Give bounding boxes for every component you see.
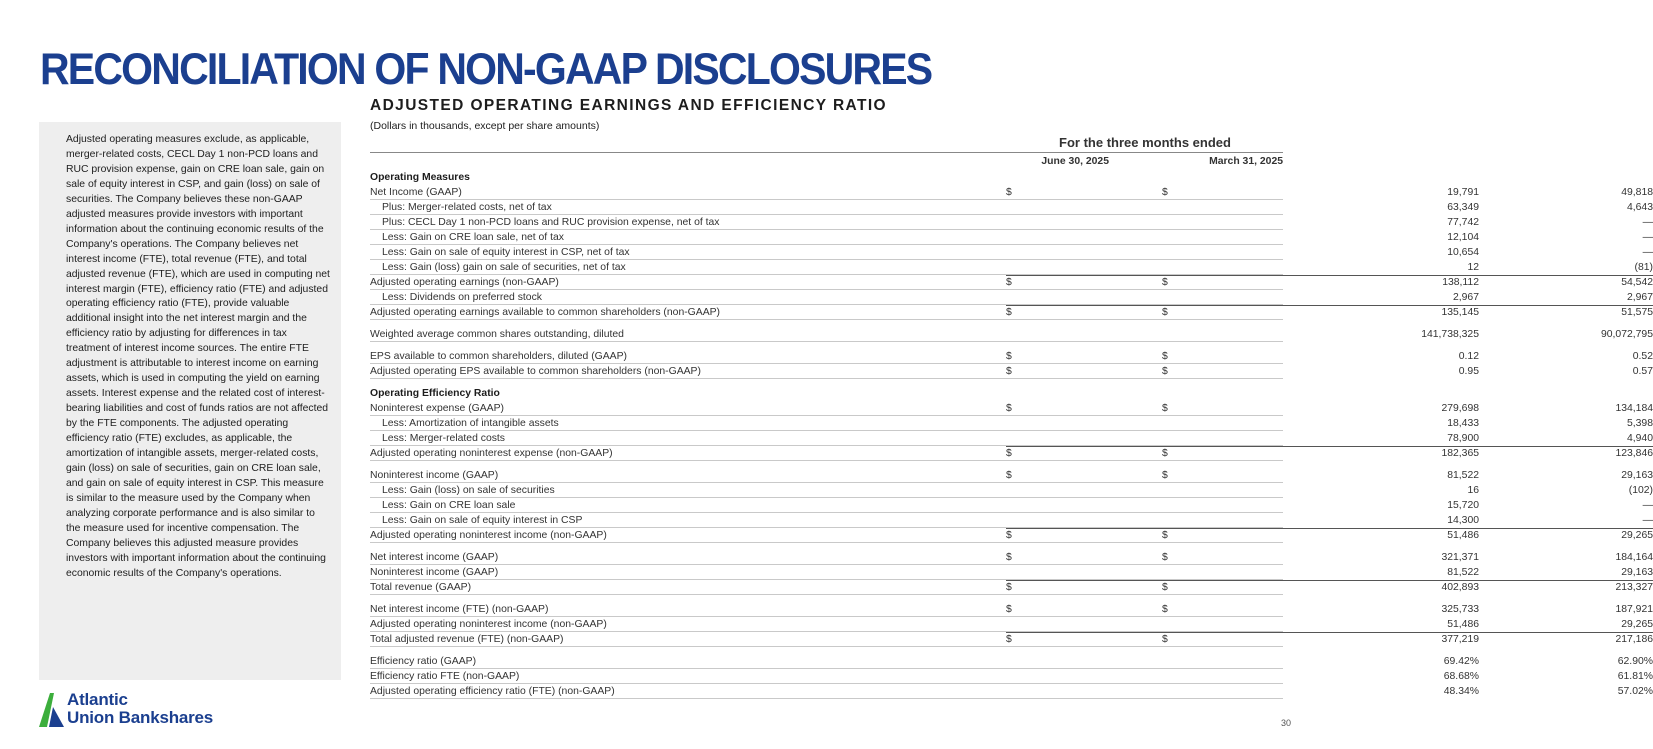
currency-symbol: $	[1006, 634, 1012, 645]
value-june-2025: 2,967	[1452, 292, 1479, 303]
value-march-2025: —	[1642, 515, 1653, 526]
value-june-2025: 68.68%	[1443, 671, 1479, 682]
value-june-2025: 81,522	[1447, 470, 1479, 481]
row-label: Less: Gain on CRE loan sale, net of tax	[382, 232, 564, 243]
value-march-2025: 62.90%	[1617, 656, 1653, 667]
currency-symbol: $	[1162, 187, 1168, 198]
value-march-2025: 134,184	[1615, 403, 1653, 414]
value-june-2025: 69.42%	[1443, 656, 1479, 667]
value-march-2025: —	[1642, 500, 1653, 511]
table-row	[370, 550, 1653, 565]
reconciliation-table	[370, 170, 1653, 699]
row-label: Noninterest expense (GAAP)	[370, 403, 504, 414]
value-june-2025: 377,219	[1441, 634, 1479, 645]
row-label: Adjusted operating efficiency ratio (FTE) (non-GAAP)	[370, 686, 615, 697]
header-divider	[370, 152, 1283, 153]
row-label: Less: Dividends on preferred stock	[382, 292, 542, 303]
value-march-2025: —	[1642, 217, 1653, 228]
currency-symbol: $	[1006, 187, 1012, 198]
table-row	[370, 617, 1653, 632]
value-march-2025: 29,265	[1621, 530, 1653, 541]
row-label: Less: Gain (loss) gain on sale of securities, net of tax	[382, 262, 626, 273]
currency-symbol: $	[1162, 552, 1168, 563]
currency-symbol: $	[1006, 530, 1012, 541]
value-march-2025: 0.57	[1632, 366, 1653, 377]
value-june-2025: 77,742	[1447, 217, 1479, 228]
table-row	[370, 364, 1653, 379]
value-march-2025: 213,327	[1615, 582, 1653, 593]
value-june-2025: 279,698	[1441, 403, 1479, 414]
row-label: Adjusted operating noninterest expense (non-GAAP)	[370, 448, 613, 459]
value-june-2025: 325,733	[1441, 604, 1479, 615]
value-march-2025: 29,163	[1621, 567, 1653, 578]
row-label: Noninterest income (GAAP)	[370, 470, 499, 481]
table-row	[370, 431, 1653, 446]
row-label: Adjusted operating earnings (non-GAAP)	[370, 277, 559, 288]
logo-line-2: Union Bankshares	[67, 708, 214, 727]
atlantic-union-logo-icon	[39, 693, 65, 727]
value-march-2025: —	[1642, 247, 1653, 258]
row-label: Adjusted operating EPS available to common shareholders (non-GAAP)	[370, 366, 701, 377]
row-label: Less: Gain on sale of equity interest in CSP, net of tax	[382, 247, 630, 258]
sidebar-note	[39, 122, 341, 680]
table-row	[370, 215, 1653, 230]
table-row	[370, 349, 1653, 364]
value-march-2025: 29,163	[1621, 470, 1653, 481]
value-june-2025: 138,112	[1442, 277, 1479, 288]
value-june-2025: 18,433	[1447, 418, 1479, 429]
value-march-2025: (102)	[1628, 485, 1653, 496]
row-label: EPS available to common shareholders, diluted (GAAP)	[370, 351, 628, 362]
currency-symbol: $	[1162, 634, 1168, 645]
table-row	[370, 401, 1653, 416]
value-june-2025: 12	[1467, 262, 1479, 273]
row-label: Less: Amortization of intangible assets	[382, 418, 559, 429]
value-march-2025: 2,967	[1626, 292, 1653, 303]
table-row	[370, 290, 1653, 305]
currency-symbol: $	[1006, 448, 1012, 459]
page-title: RECONCILIATION OF NON-GAAP DISCLOSURES	[40, 44, 932, 94]
table-row	[370, 275, 1653, 290]
currency-symbol: $	[1162, 366, 1168, 377]
table-row	[370, 185, 1653, 200]
table-section-heading	[370, 386, 1283, 401]
value-june-2025: 51,486	[1447, 619, 1479, 630]
value-march-2025: 187,921	[1615, 604, 1653, 615]
value-march-2025: 0.52	[1632, 351, 1653, 362]
row-label: Operating Efficiency Ratio	[370, 388, 500, 399]
table-row	[370, 602, 1653, 617]
value-march-2025: 51,575	[1621, 307, 1653, 318]
currency-symbol: $	[1162, 530, 1168, 541]
currency-symbol: $	[1006, 366, 1012, 377]
currency-symbol: $	[1006, 552, 1012, 563]
row-label: Less: Gain on CRE loan sale	[382, 500, 516, 511]
currency-symbol: $	[1006, 403, 1012, 414]
row-label: Efficiency ratio FTE (non-GAAP)	[370, 671, 520, 682]
table-row	[370, 327, 1653, 342]
table-title: ADJUSTED OPERATING EARNINGS AND EFFICIENCY RATIO	[370, 97, 888, 114]
table-subtitle: (Dollars in thousands, except per share amounts)	[370, 120, 600, 132]
value-march-2025: (81)	[1634, 262, 1653, 273]
period-heading: For the three months ended	[1059, 135, 1231, 150]
currency-symbol: $	[1006, 277, 1012, 288]
value-march-2025: —	[1642, 232, 1653, 243]
table-row	[370, 513, 1653, 528]
row-label: Plus: Merger-related costs, net of tax	[382, 202, 552, 213]
row-label: Total revenue (GAAP)	[370, 582, 472, 593]
row-label: Net interest income (GAAP)	[370, 552, 499, 563]
value-june-2025: 14,300	[1447, 515, 1479, 526]
row-label: Less: Merger-related costs	[382, 433, 506, 444]
value-june-2025: 78,900	[1447, 433, 1479, 444]
value-march-2025: 123,846	[1615, 448, 1653, 459]
value-march-2025: 29,265	[1621, 619, 1653, 630]
table-row	[370, 416, 1653, 431]
column-header-june-2025: June 30, 2025	[1041, 156, 1109, 167]
value-june-2025: 51,486	[1447, 530, 1479, 541]
currency-symbol: $	[1162, 448, 1168, 459]
value-june-2025: 15,720	[1447, 500, 1479, 511]
row-label: Noninterest income (GAAP)	[370, 567, 499, 578]
value-march-2025: 49,818	[1621, 187, 1653, 198]
currency-symbol: $	[1162, 351, 1168, 362]
page-number: 30	[1281, 718, 1292, 728]
table-row	[370, 200, 1653, 215]
row-label: Adjusted operating noninterest income (non-GAAP)	[370, 619, 607, 630]
row-label: Total adjusted revenue (FTE) (non-GAAP)	[370, 634, 564, 645]
table-section-heading	[370, 170, 1283, 185]
table-row	[370, 230, 1653, 245]
currency-symbol: $	[1006, 351, 1012, 362]
currency-symbol: $	[1006, 582, 1012, 593]
currency-symbol: $	[1162, 470, 1168, 481]
table-row	[370, 260, 1653, 275]
company-logo	[39, 691, 269, 731]
value-june-2025: 81,522	[1447, 567, 1479, 578]
logo-line-1: Atlantic	[67, 690, 128, 709]
value-march-2025: 61.81%	[1617, 671, 1653, 682]
table-row	[370, 528, 1653, 543]
value-june-2025: 48.34%	[1443, 686, 1479, 697]
table-row	[370, 483, 1653, 498]
currency-symbol: $	[1162, 277, 1168, 288]
currency-symbol: $	[1162, 403, 1168, 414]
table-row	[370, 632, 1653, 647]
value-june-2025: 135,145	[1441, 307, 1479, 318]
value-june-2025: 321,371	[1441, 552, 1479, 563]
row-label: Net Income (GAAP)	[370, 187, 462, 198]
value-march-2025: 184,164	[1615, 552, 1653, 563]
value-june-2025: 0.12	[1458, 351, 1479, 362]
value-june-2025: 19,791	[1447, 187, 1479, 198]
row-label: Less: Gain (loss) on sale of securities	[382, 485, 555, 496]
value-june-2025: 182,365	[1441, 448, 1479, 459]
row-label: Plus: CECL Day 1 non-PCD loans and RUC provision expense, net of tax	[382, 217, 720, 228]
value-june-2025: 141,738,325	[1421, 329, 1479, 340]
column-header-march-2025: March 31, 2025	[1209, 156, 1283, 167]
value-march-2025: 54,542	[1621, 277, 1653, 288]
table-row	[370, 669, 1653, 684]
currency-symbol: $	[1006, 604, 1012, 615]
sidebar-note-text: Adjusted operating measures exclude, as applicable, merger-related costs, CECL Day 1 non-PCD loans and RUC provision expense, gain on CRE loan sale, gain on sale of equity interest in CSP, and gain (loss) on sale of securities. The Company believes these non-GAAP adjusted measures provide investors with important information about the continuing economic results of the Company's operations. The Company believes net interest income (FTE), total revenue (FTE), and total adjusted revenue (FTE), which are used in computing net interest margin (FTE), efficiency ratio (FTE) and adjusted operating efficiency ratio (FTE), provide valuable additional insight into the net interest margin and the efficiency ratio by adjusting for differences in tax treatment of interest income sources. The entire FTE adjustment is attributable to interest income on earning assets, which is used in computing the yield on earning assets. Interest expense and the related cost of interest-bearing liabilities and cost of funds ratios are not affected by the FTE components. The adjusted operating efficiency ratio (FTE) excludes, as applicable, the amortization of intangible assets, merger-related costs, gain (loss) on sale of securities, gain on CRE loan sale, and gain on sale of equity interest in CSP. This measure is similar to the measure used by the Company when analyzing corporate performance and is also similar to the measure used for incentive compensation. The Company believes this adjusted measure provides investors with important information about the continuing economic results of the Company's operations.	[66, 134, 330, 579]
table-row	[370, 684, 1653, 699]
value-june-2025: 16	[1467, 485, 1479, 496]
value-june-2025: 12,104	[1447, 232, 1479, 243]
table-row	[370, 305, 1653, 320]
currency-symbol: $	[1162, 604, 1168, 615]
table-row	[370, 565, 1653, 580]
value-march-2025: 57.02%	[1617, 686, 1653, 697]
row-label: Operating Measures	[370, 172, 470, 183]
row-label: Adjusted operating earnings available to common shareholders (non-GAAP)	[370, 307, 721, 318]
table-row	[370, 580, 1653, 595]
value-june-2025: 10,654	[1447, 247, 1479, 258]
row-label: Net interest income (FTE) (non-GAAP)	[370, 604, 549, 615]
value-march-2025: 4,940	[1626, 433, 1653, 444]
value-march-2025: 217,186	[1615, 634, 1653, 645]
row-label: Less: Gain on sale of equity interest in CSP	[382, 515, 583, 526]
table-row	[370, 468, 1653, 483]
currency-symbol: $	[1006, 307, 1012, 318]
table-row	[370, 498, 1653, 513]
currency-symbol: $	[1162, 582, 1168, 593]
row-label: Efficiency ratio (GAAP)	[370, 656, 477, 667]
table-row	[370, 446, 1653, 461]
currency-symbol: $	[1006, 470, 1012, 481]
value-june-2025: 402,893	[1441, 582, 1479, 593]
value-march-2025: 90,072,795	[1600, 329, 1653, 340]
row-label: Weighted average common shares outstanding, diluted	[370, 329, 624, 340]
value-june-2025: 63,349	[1447, 202, 1479, 213]
currency-symbol: $	[1162, 307, 1168, 318]
row-label: Adjusted operating noninterest income (non-GAAP)	[370, 530, 607, 541]
value-march-2025: 4,643	[1626, 202, 1653, 213]
table-row	[370, 245, 1653, 260]
table-row	[370, 654, 1653, 669]
value-june-2025: 0.95	[1458, 366, 1479, 377]
value-march-2025: 5,398	[1626, 418, 1653, 429]
